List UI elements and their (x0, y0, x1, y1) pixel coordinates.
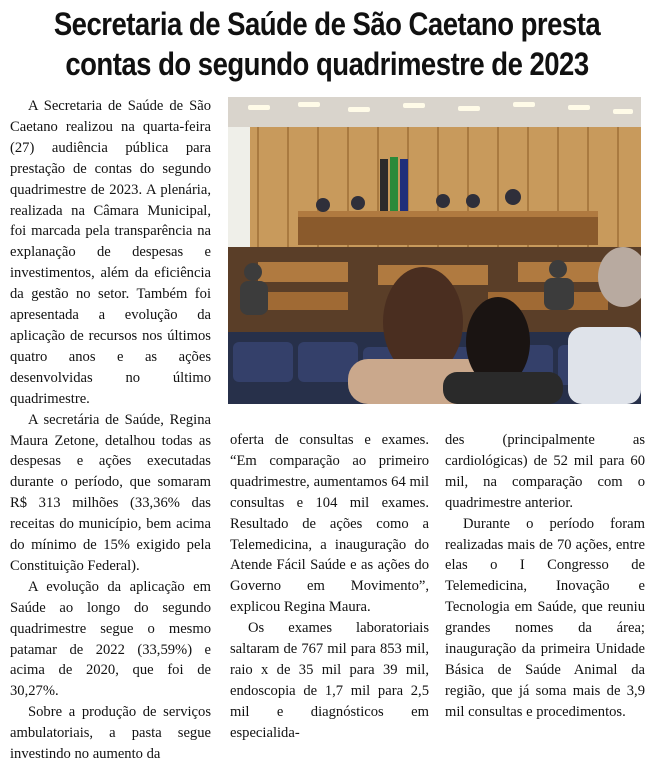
paragraph-5: Os exames laboratoriais saltaram de 767 mil para 853 mil, raio x de 35 mil para 39 mil, endoscopia de 1,7 mil para 2,5 mil e diagnósticos em especialida- (230, 620, 429, 741)
article-photo (228, 97, 641, 404)
article-headline (53, 4, 602, 84)
paragraph-6: Durante o período foram realizadas mais de 70 ações, entre elas o I Congresso de Telemedicina, Inovação e Tecnologia em Saúde, que reuniu grandes nomes da área; inauguração da primeira Unidade Básica de Saúde Animal da região, que já soma mais de 3,9 mil consultas e procedimentos. (445, 515, 645, 720)
paragraph-3: A evolução da aplicação em Saúde ao longo do segundo quadrimestre segue o mesmo patamar de 2022 (33,59%) e acima de 2020, que foi de 30,27%. (10, 578, 211, 700)
column-1 (10, 96, 211, 765)
headline-line-2: contas do segundo quadrimestre de 2023 (65, 46, 589, 82)
paragraph-4: Sobre a produção de serviços ambulatoriais, a pasta segue investindo no aumento da (10, 704, 211, 763)
column-3 (445, 430, 645, 723)
plenary-photo-illustration (228, 97, 641, 404)
paragraph-4-continued: oferta de consultas e exames. “Em comparação ao primeiro quadrimestre, aumentamos 64 mil consultas e 104 mil exames. Resultado de ações como a Telemedicina, a inauguração do Atende Fácil Saúde e as ações do Governo em Movimento”, explicou Regina Maura. (230, 432, 429, 616)
paragraph-5-continued: des (principalmente as cardiológicas) de 52 mil para 60 mil, na comparação com o quadrimestre anterior. (445, 432, 645, 511)
column-2 (230, 430, 429, 744)
headline-line-1: Secretaria de Saúde de São Caetano presta (53, 6, 601, 42)
paragraph-1: A Secretaria de Saúde de São Caetano realizou na quarta-feira (27) audiência pública para prestação de contas do segundo quadrimestre de 2023. A plenária, realizada na Câmara Municipal, foi marcada pela transparência na explanação de despesas e investimentos, além da eficiência da gestão no setor. Também foi apresentada a evolução da aplicação de recursos nos últimos quatro anos e as ações desenvolvidas no último quadrimestre. (10, 98, 211, 407)
paragraph-2: A secretária de Saúde, Regina Maura Zetone, detalhou todas as despesas e ações executadas durante o período, que somaram R$ 313 milhões (33,36% das receitas do município, bem acima do mínimo de 15% exigido pela Constituição Federal). (10, 411, 211, 574)
